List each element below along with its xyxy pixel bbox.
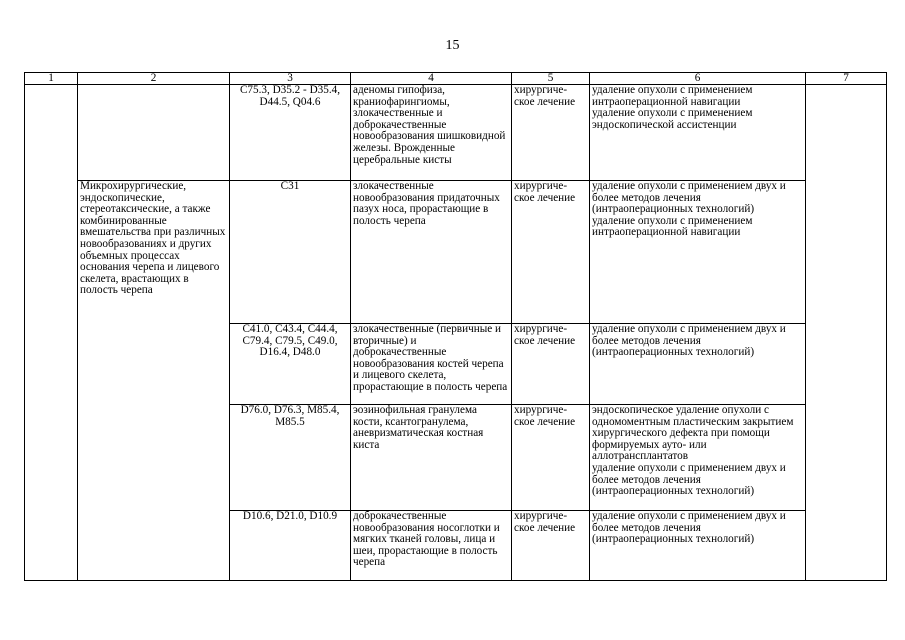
method-text: эндоскопическое удаление опухоли с одномоментным пластическим закрытием хирургического дефекта при помощи формируемых ауто- или аллотрансплантатов [592,404,794,463]
col-num-1: 1 [25,73,78,85]
disease-cell: эозинофильная гранулема кости, ксантогранулема, аневризматическая костная киста [351,405,512,511]
method-text: удаление опухоли с применением двух и более методов лечения (интраоперационных технологий) [592,180,786,216]
treatment-type-cell: хирургиче-ское лечение [512,511,590,581]
treatment-type-cell: хирургиче-ское лечение [512,405,590,511]
col-num-4: 4 [351,73,512,85]
method-text: удаление опухоли с применением эндоскопической ассистенции [592,107,753,131]
disease-cell: злокачественные новообразования придаточных пазух носа, прорастающие в полость черепа [351,181,512,324]
disease-cell: злокачественные (первичные и вторичные) и доброкачественные новообразования костей черепа и лицевого скелета, прорастающие в полость черепа [351,324,512,405]
treatment-type-cell: хирургиче-ское лечение [512,324,590,405]
col-num-3: 3 [230,73,351,85]
table-row [25,85,887,181]
method-text: удаление опухоли с применением интраоперационной навигации [592,84,753,108]
method-cell [590,85,806,181]
treatment-type-cell: хирургиче-ское лечение [512,181,590,324]
method-cell [590,405,806,511]
col-num-2: 2 [78,73,230,85]
icd-codes-cell: C31 [230,181,351,324]
column-7-cell [806,85,887,581]
group-name-cell: Микрохирургические, эндоскопические, стереотаксические, а также комбинированные вмешательства при различных новообразованиях и других объемных процессах основания черепа и лицевого скелета, врастающих в полость черепа [78,181,230,581]
method-text: удаление опухоли с применением двух и более методов лечения (интраоперационных технологий) [592,510,786,546]
treatment-type-cell: хирургиче-ское лечение [512,85,590,181]
page-number: 15 [445,38,460,53]
disease-cell: аденомы гипофиза, краниофарингиомы, злокачественные и доброкачественные новообразования шишковидной железы. Врожденные церебральные кисты [351,85,512,181]
disease-cell: доброкачественные новообразования носоглотки и мягких тканей головы, лица и шеи, прорастающие в полость черепа [351,511,512,581]
method-text: удаление опухоли с применением двух и более методов лечения (интраоперационных технологий) [592,323,786,359]
method-cell [590,511,806,581]
method-text: удаление опухоли с применением двух и более методов лечения (интраоперационных технологий) [592,461,786,498]
group-cell-empty [78,85,230,181]
table-row [25,181,887,324]
column-numbers-row [25,73,887,85]
icd-codes-cell: C41.0, C43.4, C44.4, C79.4, C79.5, C49.0, D16.4, D48.0 [230,324,351,405]
col-num-7: 7 [806,73,887,85]
col-num-5: 5 [512,73,590,85]
method-text: удаление опухоли с применением интраоперационной навигации [592,214,753,239]
row-number-cell [25,85,78,581]
col-num-6: 6 [590,73,806,85]
icd-codes-cell: D10.6, D21.0, D10.9 [230,511,351,581]
icd-codes-cell: D76.0, D76.3, M85.4, M85.5 [230,405,351,511]
method-cell [590,324,806,405]
method-cell [590,181,806,324]
icd-codes-cell: C75.3, D35.2 - D35.4, D44.5, Q04.6 [230,85,351,181]
procedures-table [24,72,887,581]
